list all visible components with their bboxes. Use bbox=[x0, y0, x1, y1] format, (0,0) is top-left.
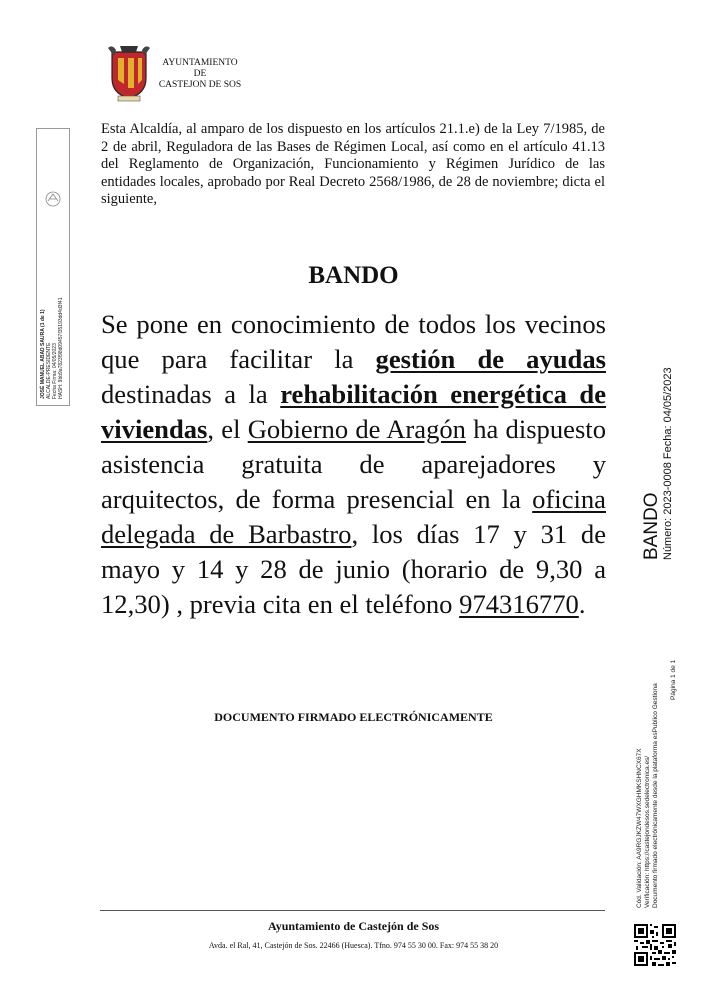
signature-seal-icon bbox=[43, 189, 63, 209]
header-institution-name bbox=[150, 58, 250, 91]
notice-part-1: Se pone en conocimiento de todos los vecinos que para facilitar la bbox=[101, 309, 606, 374]
validation-code: Cód. Validación: AA9RGJKZW47WXGHMKSHNCX67X bbox=[636, 748, 643, 908]
signature-hash: HASH: 9bb9a7823f98d09457f35193dd4d3f41 bbox=[58, 297, 64, 399]
verification-url: Verificación: https://castejondesos.sedelectronica.es/ bbox=[644, 755, 651, 908]
header-line-3: CASTEJON DE SOS bbox=[158, 80, 242, 90]
header-line-1: AYUNTAMIENTO bbox=[162, 58, 238, 68]
signer-role: ALCALDE-PRESIDENTE bbox=[46, 342, 52, 399]
notice-paragraph bbox=[101, 307, 606, 622]
platform-note: Documento firmado electrónicamente desde la plataforma esPublico Gestiona bbox=[652, 683, 659, 908]
notice-highlight-office: oficina delegada de Barbastro bbox=[101, 484, 606, 549]
notice-part-11: . bbox=[578, 589, 586, 619]
notice-highlight-aid-management: gestión de ayudas bbox=[375, 344, 606, 374]
stamp-number-date: Número: 2023-0008 Fecha: 04/05/2023 bbox=[662, 367, 674, 560]
municipal-crest-logo bbox=[106, 44, 152, 102]
electronic-signature-note: DOCUMENTO FIRMADO ELECTRÓNICAMENTE bbox=[214, 710, 493, 724]
verification-block bbox=[636, 683, 660, 908]
header-line-2: DE bbox=[193, 69, 207, 79]
notice-highlight-energy-rehab: rehabilitación energética de viviendas bbox=[101, 379, 606, 444]
intro-paragraph: Esta Alcaldía, al amparo de los dispuesto en los artículos 21.1.e) de la Ley 7/1985, de 2 de abril, Reguladora de las Bases de Régimen Local, así como en el artículo 41.13 del Reglamento de Organización, Funcionamiento y Régimen Jurídico de las entidades locales, aprobado por Real Decreto 2568/1986, de 28 de noviembre; dicta el siguiente, bbox=[101, 121, 605, 207]
signature-date: Fecha Firma: 04/05/2023 bbox=[52, 343, 58, 399]
document-title: BANDO bbox=[308, 262, 399, 289]
notice-part-3: destinadas a la bbox=[101, 379, 281, 409]
footer-divider bbox=[100, 910, 605, 911]
page-indicator: Página 1 de 1 bbox=[670, 659, 677, 700]
document-stamp bbox=[642, 367, 675, 560]
signer-name: JOSÉ MANUEL ABAD SAURA (1 de 1) bbox=[40, 309, 46, 399]
notice-part-5: , el bbox=[207, 414, 248, 444]
footer-institution: Ayuntamiento de Castejón de Sos bbox=[267, 919, 440, 933]
footer-address: Avda. el Ral, 41, Castejón de Sos. 22466 (Huesca). Tfno. 974 55 30 00. Fax: 974 55 38 20 bbox=[208, 941, 499, 950]
notice-part-7: ha dispuesto asistencia gratuita de aparejadores y arquitectos, de forma presencial en la bbox=[101, 414, 606, 514]
notice-highlight-government: Gobierno de Aragón bbox=[247, 414, 466, 444]
stamp-document-type: BANDO bbox=[641, 492, 662, 560]
notice-phone-number: 974316770 bbox=[459, 589, 579, 619]
notice-part-9: , los días 17 y 31 de mayo y 14 y 28 de junio (horario de 9,30 a 12,30) , previa cita en el teléfono bbox=[101, 519, 607, 619]
